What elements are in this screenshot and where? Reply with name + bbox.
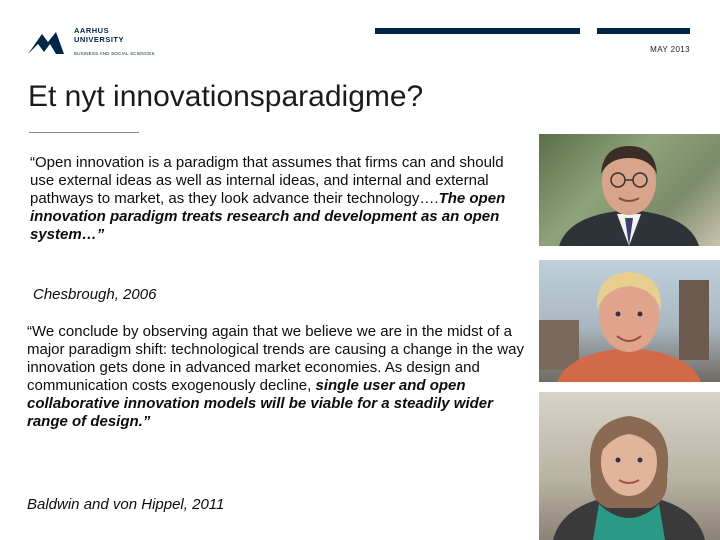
logo-subtitle: BUSINESS AND SOCIAL SCIENCES	[74, 51, 155, 56]
slide-title: Et nyt innovationsparadigme?	[28, 80, 424, 113]
quote-emphasis: single user and open collaborative innovation models will be viable for a steadily wider range of design.”	[27, 377, 493, 430]
header-bar-right	[597, 28, 690, 34]
slide-date: MAY 2013	[650, 45, 690, 54]
aarhus-logo-icon	[26, 28, 66, 56]
quote-baldwin-von-hippel	[27, 323, 527, 431]
quote-text: “We conclude by observing again that we believe we are in the midst of a major paradigm shift: technological trends are causing a change in the way innovation gets done in advanced market economies. As design and communication costs exogenously decline,	[27, 323, 524, 394]
logo-wordmark: AARHUS UNIVERSITY	[74, 26, 125, 44]
portrait-man-blond-icon	[539, 260, 720, 382]
header-bar-left	[375, 28, 580, 34]
citation-baldwin-von-hippel: Baldwin and von Hippel, 2011	[27, 496, 225, 513]
quote-chesbrough	[30, 154, 530, 244]
quote-emphasis: The open innovation paradigm treats research and development as an open system…”	[30, 190, 506, 243]
quote-text: “Open innovation is a paradigm that assumes that firms can and should use external ideas as well as internal ideas, and internal and external pathways to market, as they look advance their technology….	[30, 154, 504, 207]
portrait-man-glasses-icon	[539, 134, 720, 246]
portrait-woman-icon	[539, 392, 720, 540]
title-underline	[29, 132, 139, 133]
university-logo	[26, 26, 176, 62]
citation-chesbrough: Chesbrough, 2006	[33, 286, 157, 303]
